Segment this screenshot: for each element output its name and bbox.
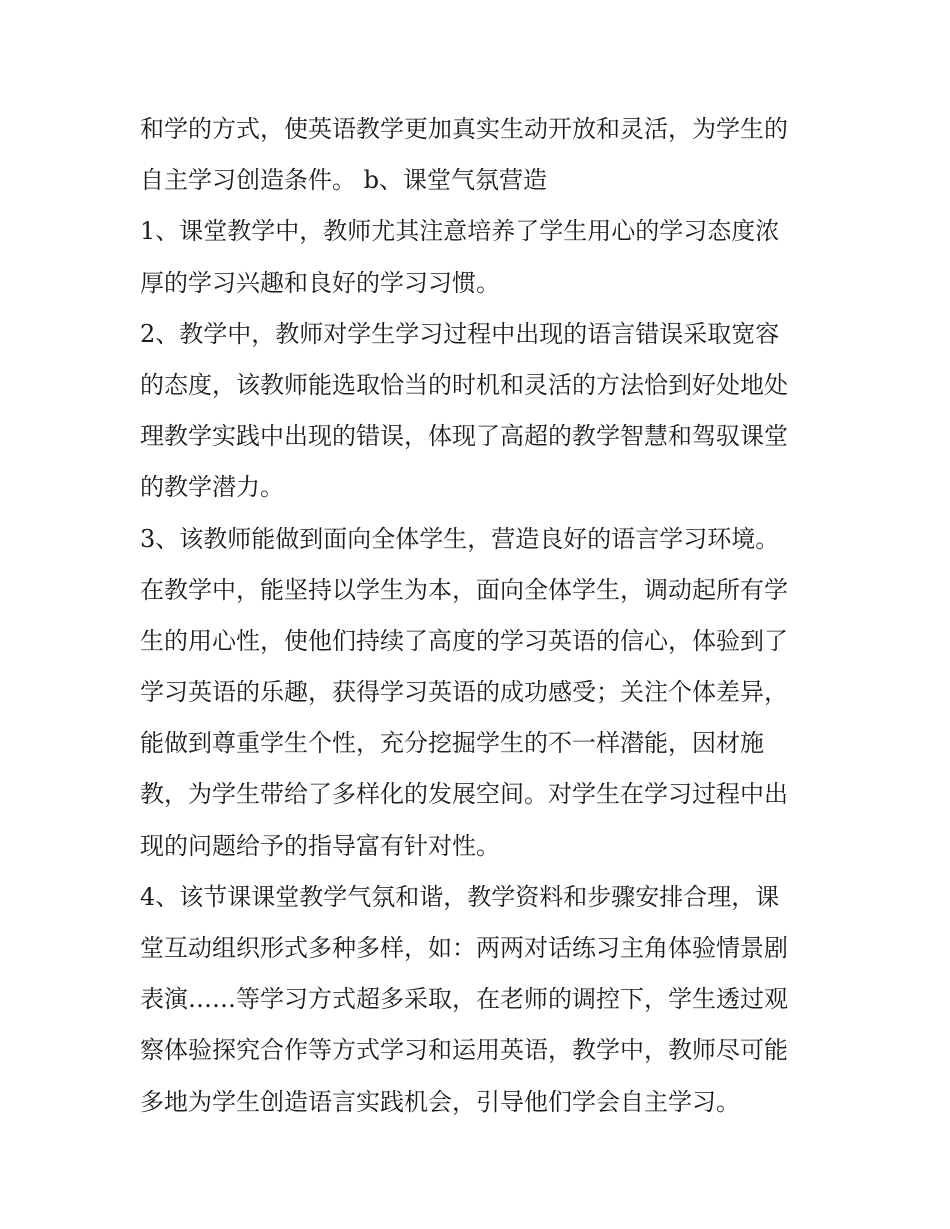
text-line: 现的问题给予的指导富有针对性。: [140, 831, 500, 860]
text-line: 多地为学生创造语言实践机会，引导他们学会自主学习。: [140, 1087, 740, 1116]
text-line: 教，为学生带给了多样化的发展空间。对学生在学习过程中出: [140, 780, 788, 809]
text-line: 堂互动组织形式多种多样，如：两两对话练习主角体验情景剧: [140, 934, 788, 962]
text-line: 表演……等学习方式超多采取，在老师的调控下，学生透过观: [140, 985, 788, 1014]
text-line: 厚的学习兴趣和良好的学习习惯。: [140, 268, 500, 297]
document-body: [140, 104, 820, 1128]
text-line: 4、该节课课堂教学气氛和谐，教学资料和步骤安排合理，课: [140, 882, 780, 911]
text-line: 和学的方式，使英语教学更加真实生动开放和灵活，为学生的: [140, 115, 788, 143]
text-line: 理教学实践中出现的错误，体现了高超的教学智慧和驾驭课堂: [140, 422, 788, 451]
text-line: 的态度，该教师能选取恰当的时机和灵活的方法恰到好处地处: [140, 370, 788, 399]
text-line: 在教学中，能坚持以学生为本，面向全体学生，调动起所有学: [140, 575, 788, 604]
text-line: 的教学潜力。: [140, 473, 284, 502]
text-line: 2、教学中，教师对学生学习过程中出现的语言错误采取宽容: [140, 319, 780, 348]
text-line: 生的用心性，使他们持续了高度的学习英语的信心，体验到了: [140, 626, 788, 655]
text-line: 察体验探究合作等方式学习和运用英语，教学中，教师尽可能: [140, 1036, 788, 1065]
text-line: 自主学习创造条件。 b、课堂气氛营造: [140, 166, 547, 195]
text-line: 3、该教师能做到面向全体学生，营造良好的语言学习环境。: [140, 524, 780, 553]
text-line: 1、课堂教学中，教师尤其注意培养了学生用心的学习态度浓: [140, 217, 780, 246]
text-line: 能做到尊重学生个性，充分挖掘学生的不一样潜能，因材施: [140, 729, 764, 758]
text-line: 学习英语的乐趣，获得学习英语的成功感受；关注个体差异，: [140, 678, 788, 707]
